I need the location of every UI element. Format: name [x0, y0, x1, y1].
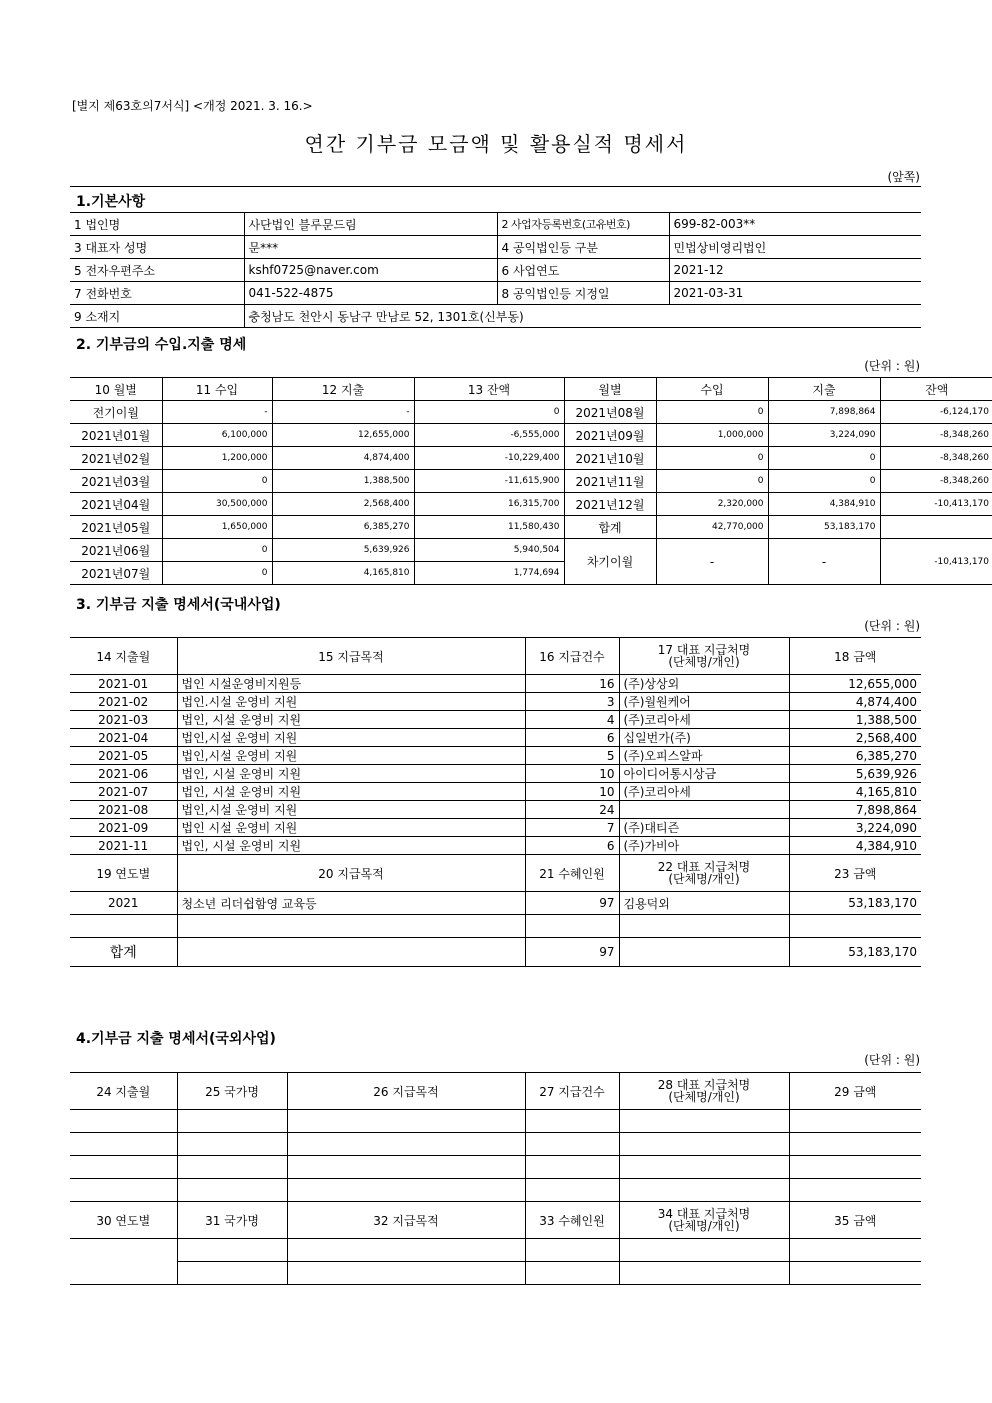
info-label: 6 사업연도 — [497, 259, 669, 282]
total-cell — [177, 938, 525, 967]
amount-cell: 12,655,000 — [272, 424, 414, 447]
table-row — [70, 539, 992, 562]
recipient-cell: (주)대티즌 — [619, 819, 789, 837]
address-value: 충청남도 천안시 동남구 만남로 52, 1301호(신부동) — [244, 305, 921, 328]
table-header-row — [70, 378, 992, 401]
info-label: 3 대표자 성명 — [70, 236, 244, 259]
count-cell — [525, 915, 619, 938]
table-row — [70, 915, 921, 938]
total-row — [70, 938, 921, 967]
empty-row — [70, 1156, 921, 1179]
basic-info-table — [70, 212, 921, 328]
info-value: 사단법인 블루문드림 — [244, 213, 497, 236]
carry-label: 차기이월 — [564, 539, 656, 585]
amount-cell: 12,655,000 — [789, 675, 921, 693]
amount-cell: -6,555,000 — [414, 424, 564, 447]
purpose-cell: 법인, 시설 운영비 지원 — [177, 783, 525, 801]
amount-cell: -8,348,260 — [880, 447, 992, 470]
amount-cell — [789, 915, 921, 938]
amount-cell: 11,580,430 — [414, 516, 564, 539]
count-cell: 4 — [525, 711, 619, 729]
purpose-cell: 법인, 시설 운영비 지원 — [177, 711, 525, 729]
column-header: 19 연도별 — [70, 855, 177, 892]
unit-label: (단위 : 원) — [864, 619, 920, 633]
column-header — [619, 1202, 789, 1239]
month-cell: 전기이월 — [70, 401, 162, 424]
table-row — [70, 493, 992, 516]
count-cell: 24 — [525, 801, 619, 819]
recipient-cell: 십일번가(주) — [619, 729, 789, 747]
info-row — [70, 213, 921, 236]
amount-cell: 6,385,270 — [272, 516, 414, 539]
purpose-cell: 법인,시설 운영비 지원 — [177, 747, 525, 765]
recipient-cell: (주)코리아세 — [619, 711, 789, 729]
month-cell: 2021년12월 — [564, 493, 656, 516]
amount-cell: -10,413,170 — [880, 493, 992, 516]
amount-cell: 2,568,400 — [789, 729, 921, 747]
info-value: 민법상비영리법인 — [669, 236, 921, 259]
purpose-cell: 법인,시설 운영비 지원 — [177, 729, 525, 747]
month-cell: 2021년10월 — [564, 447, 656, 470]
address-label: 9 소재지 — [70, 305, 244, 328]
total-cell — [619, 938, 789, 967]
amount-cell: -8,348,260 — [880, 424, 992, 447]
column-header: 21 수혜인원 — [525, 855, 619, 892]
amount-cell: 4,384,910 — [789, 837, 921, 855]
amount-cell: 1,000,000 — [656, 424, 768, 447]
empty-row — [70, 1133, 921, 1156]
amount-cell: 0 — [162, 562, 272, 585]
table-row — [70, 783, 921, 801]
column-header — [619, 855, 789, 892]
unit-label: (단위 : 원) — [864, 359, 920, 373]
amount-cell: 2,568,400 — [272, 493, 414, 516]
column-header: 33 수혜인원 — [525, 1202, 619, 1239]
info-label: 4 공익법인등 구분 — [497, 236, 669, 259]
table-header-row — [70, 855, 921, 892]
amount-cell: -10,229,400 — [414, 447, 564, 470]
purpose-cell: 청소년 리더쉽함영 교육등 — [177, 892, 525, 915]
month-cell: 2021-05 — [70, 747, 177, 765]
count-cell: 10 — [525, 783, 619, 801]
purpose-cell: 법인.시설 운영비 지원 — [177, 693, 525, 711]
amount-cell: 4,874,400 — [789, 693, 921, 711]
purpose-cell: 법인 시설운영비지원등 — [177, 675, 525, 693]
table-row — [70, 892, 921, 915]
count-cell: 6 — [525, 837, 619, 855]
column-header: 11 수입 — [162, 378, 272, 401]
section3-heading: 3. 기부금 지출 명세서(국내사업) — [76, 597, 281, 613]
amount-cell: 0 — [414, 401, 564, 424]
recipient-cell — [619, 915, 789, 938]
amount-cell: 4,874,400 — [272, 447, 414, 470]
info-label: 2 사업자등록번호(고유번호) — [497, 213, 669, 236]
recipient-cell: (주)오피스알파 — [619, 747, 789, 765]
carry-amount: -10,413,170 — [880, 539, 992, 585]
recipient-cell: 아이디어통시상금 — [619, 765, 789, 783]
info-label: 5 전자우편주소 — [70, 259, 244, 282]
count-cell: 10 — [525, 765, 619, 783]
header-line: 22 대표 지급처명 — [657, 860, 751, 874]
amount-cell: 30,500,000 — [162, 493, 272, 516]
amount-cell: 0 — [768, 470, 880, 493]
year-cell: 2021 — [70, 892, 177, 915]
amount-cell — [880, 516, 992, 539]
column-header: 14 지출월 — [70, 638, 177, 675]
carry-amount: - — [656, 539, 768, 585]
info-label: 7 전화번호 — [70, 282, 244, 305]
header-line: 28 대표 지급처명 — [657, 1078, 751, 1092]
front-label: (앞쪽) — [887, 170, 920, 184]
carry-amount: - — [768, 539, 880, 585]
amount-cell: 5,639,926 — [789, 765, 921, 783]
column-header: 16 지급건수 — [525, 638, 619, 675]
column-header: 수입 — [656, 378, 768, 401]
purpose-cell: 법인 시설 운영비 지원 — [177, 819, 525, 837]
income-expense-table — [70, 377, 992, 585]
amount-cell: 53,183,170 — [768, 516, 880, 539]
table-row — [70, 470, 992, 493]
amount-cell: 5,940,504 — [414, 539, 564, 562]
month-cell: 2021-07 — [70, 783, 177, 801]
column-header: 24 지출월 — [70, 1073, 177, 1110]
column-header: 27 지급건수 — [525, 1073, 619, 1110]
divider — [70, 186, 921, 187]
amount-cell: 6,100,000 — [162, 424, 272, 447]
recipient-cell: 김용덕외 — [619, 892, 789, 915]
month-cell: 2021년06월 — [70, 539, 162, 562]
info-row — [70, 282, 921, 305]
month-cell: 2021년09월 — [564, 424, 656, 447]
total-cell: 97 — [525, 938, 619, 967]
header-line: 34 대표 지급처명 — [657, 1207, 751, 1221]
section1-heading: 1.기본사항 — [76, 194, 146, 210]
count-cell: 6 — [525, 729, 619, 747]
month-cell: 합계 — [564, 516, 656, 539]
amount-cell: 2,320,000 — [656, 493, 768, 516]
purpose-cell: 법인,시설 운영비 지원 — [177, 801, 525, 819]
empty-row — [70, 1110, 921, 1133]
month-cell: 2021-11 — [70, 837, 177, 855]
column-header: 31 국가명 — [177, 1202, 287, 1239]
header-line: (단체명/개인) — [668, 1090, 740, 1104]
amount-cell: 5,639,926 — [272, 539, 414, 562]
amount-cell: 1,774,694 — [414, 562, 564, 585]
year-cell — [70, 915, 177, 938]
column-header: 15 지급목적 — [177, 638, 525, 675]
table-row — [70, 819, 921, 837]
month-cell: 2021-01 — [70, 675, 177, 693]
month-cell: 2021년11월 — [564, 470, 656, 493]
amount-cell: - — [162, 401, 272, 424]
amount-cell: - — [272, 401, 414, 424]
table-row — [70, 765, 921, 783]
header-line: (단체명/개인) — [668, 1219, 740, 1233]
amount-cell: -8,348,260 — [880, 470, 992, 493]
info-row — [70, 236, 921, 259]
amount-cell: 7,898,864 — [768, 401, 880, 424]
table-row — [70, 837, 921, 855]
column-header: 12 지출 — [272, 378, 414, 401]
info-value: kshf0725@naver.com — [244, 259, 497, 282]
month-cell: 2021년08월 — [564, 401, 656, 424]
table-row — [70, 747, 921, 765]
table-header-row — [70, 1202, 921, 1239]
amount-cell: 0 — [162, 470, 272, 493]
header-line: (단체명/개인) — [668, 872, 740, 886]
month-cell: 2021년05월 — [70, 516, 162, 539]
count-cell: 3 — [525, 693, 619, 711]
column-header — [619, 638, 789, 675]
month-cell: 2021-03 — [70, 711, 177, 729]
column-header: 32 지급목적 — [287, 1202, 525, 1239]
column-header: 25 국가명 — [177, 1073, 287, 1110]
count-cell: 7 — [525, 819, 619, 837]
amount-cell: 4,384,910 — [768, 493, 880, 516]
column-header — [619, 1073, 789, 1110]
table-row — [70, 675, 921, 693]
amount-cell: 16,315,700 — [414, 493, 564, 516]
amount-cell: 4,165,810 — [789, 783, 921, 801]
form-id: [별지 제63호의7서식] <개정 2021. 3. 16.> — [72, 99, 313, 113]
table-row — [70, 801, 921, 819]
empty-row — [70, 1239, 921, 1262]
column-header: 월별 — [564, 378, 656, 401]
amount-cell: 0 — [656, 447, 768, 470]
amount-cell: -11,615,900 — [414, 470, 564, 493]
amount-cell: 0 — [162, 539, 272, 562]
amount-cell: 42,770,000 — [656, 516, 768, 539]
amount-cell: 0 — [656, 401, 768, 424]
amount-cell: 1,200,000 — [162, 447, 272, 470]
amount-cell: 1,388,500 — [272, 470, 414, 493]
table-row — [70, 447, 992, 470]
count-cell: 16 — [525, 675, 619, 693]
section2-heading: 2. 기부금의 수입.지출 명세 — [76, 337, 247, 353]
table-row — [70, 424, 992, 447]
amount-cell: 3,224,090 — [789, 819, 921, 837]
amount-cell: -6,124,170 — [880, 401, 992, 424]
amount-cell: 1,388,500 — [789, 711, 921, 729]
month-cell: 2021-09 — [70, 819, 177, 837]
table-row — [70, 693, 921, 711]
recipient-cell: (주)상상외 — [619, 675, 789, 693]
count-cell: 5 — [525, 747, 619, 765]
page-title: 연간 기부금 모금액 및 활용실적 명세서 — [304, 132, 688, 156]
column-header: 13 잔액 — [414, 378, 564, 401]
column-header: 10 월별 — [70, 378, 162, 401]
purpose-cell: 법인, 시설 운영비 지원 — [177, 837, 525, 855]
month-cell: 2021-04 — [70, 729, 177, 747]
column-header: 20 지급목적 — [177, 855, 525, 892]
table-row — [70, 729, 921, 747]
recipient-cell: (주)월원케어 — [619, 693, 789, 711]
unit-label: (단위 : 원) — [864, 1053, 920, 1067]
recipient-cell: (주)코리아세 — [619, 783, 789, 801]
overseas-expense-table — [70, 1072, 921, 1285]
purpose-cell: 법인, 시설 운영비 지원 — [177, 765, 525, 783]
column-header: 잔액 — [880, 378, 992, 401]
table-header-row — [70, 1073, 921, 1110]
info-value: 041-522-4875 — [244, 282, 497, 305]
empty-row — [70, 1179, 921, 1202]
info-row — [70, 259, 921, 282]
column-header: 35 금액 — [789, 1202, 921, 1239]
month-cell: 2021년01월 — [70, 424, 162, 447]
info-value: 문*** — [244, 236, 497, 259]
total-cell: 53,183,170 — [789, 938, 921, 967]
count-cell: 97 — [525, 892, 619, 915]
section4-heading: 4.기부금 지출 명세서(국외사업) — [76, 1031, 276, 1047]
amount-cell: 0 — [656, 470, 768, 493]
amount-cell: 7,898,864 — [789, 801, 921, 819]
domestic-expense-table — [70, 637, 921, 967]
info-value: 699-82-003** — [669, 213, 921, 236]
month-cell: 2021년04월 — [70, 493, 162, 516]
month-cell: 2021-02 — [70, 693, 177, 711]
column-header: 지출 — [768, 378, 880, 401]
amount-cell: 4,165,810 — [272, 562, 414, 585]
column-header: 18 금액 — [789, 638, 921, 675]
header-line: (단체명/개인) — [668, 655, 740, 669]
month-cell: 2021-08 — [70, 801, 177, 819]
month-cell: 2021년07월 — [70, 562, 162, 585]
amount-cell: 53,183,170 — [789, 892, 921, 915]
amount-cell: 6,385,270 — [789, 747, 921, 765]
table-header-row — [70, 638, 921, 675]
amount-cell: 0 — [768, 447, 880, 470]
info-value: 2021-03-31 — [669, 282, 921, 305]
month-cell: 2021년03월 — [70, 470, 162, 493]
amount-cell: 3,224,090 — [768, 424, 880, 447]
column-header: 26 지급목적 — [287, 1073, 525, 1110]
month-cell: 2021년02월 — [70, 447, 162, 470]
amount-cell: 1,650,000 — [162, 516, 272, 539]
month-cell: 2021-06 — [70, 765, 177, 783]
column-header: 30 연도별 — [70, 1202, 177, 1239]
purpose-cell — [177, 915, 525, 938]
table-row — [70, 711, 921, 729]
column-header: 29 금액 — [789, 1073, 921, 1110]
info-label: 1 법인명 — [70, 213, 244, 236]
column-header: 23 금액 — [789, 855, 921, 892]
table-row — [70, 516, 992, 539]
info-value: 2021-12 — [669, 259, 921, 282]
header-line: 17 대표 지급처명 — [657, 643, 751, 657]
total-label: 합계 — [70, 938, 177, 967]
table-row — [70, 401, 992, 424]
empty-row — [70, 1262, 921, 1285]
recipient-cell — [619, 801, 789, 819]
info-label: 8 공익법인등 지정일 — [497, 282, 669, 305]
recipient-cell: (주)가비아 — [619, 837, 789, 855]
info-row — [70, 305, 921, 328]
